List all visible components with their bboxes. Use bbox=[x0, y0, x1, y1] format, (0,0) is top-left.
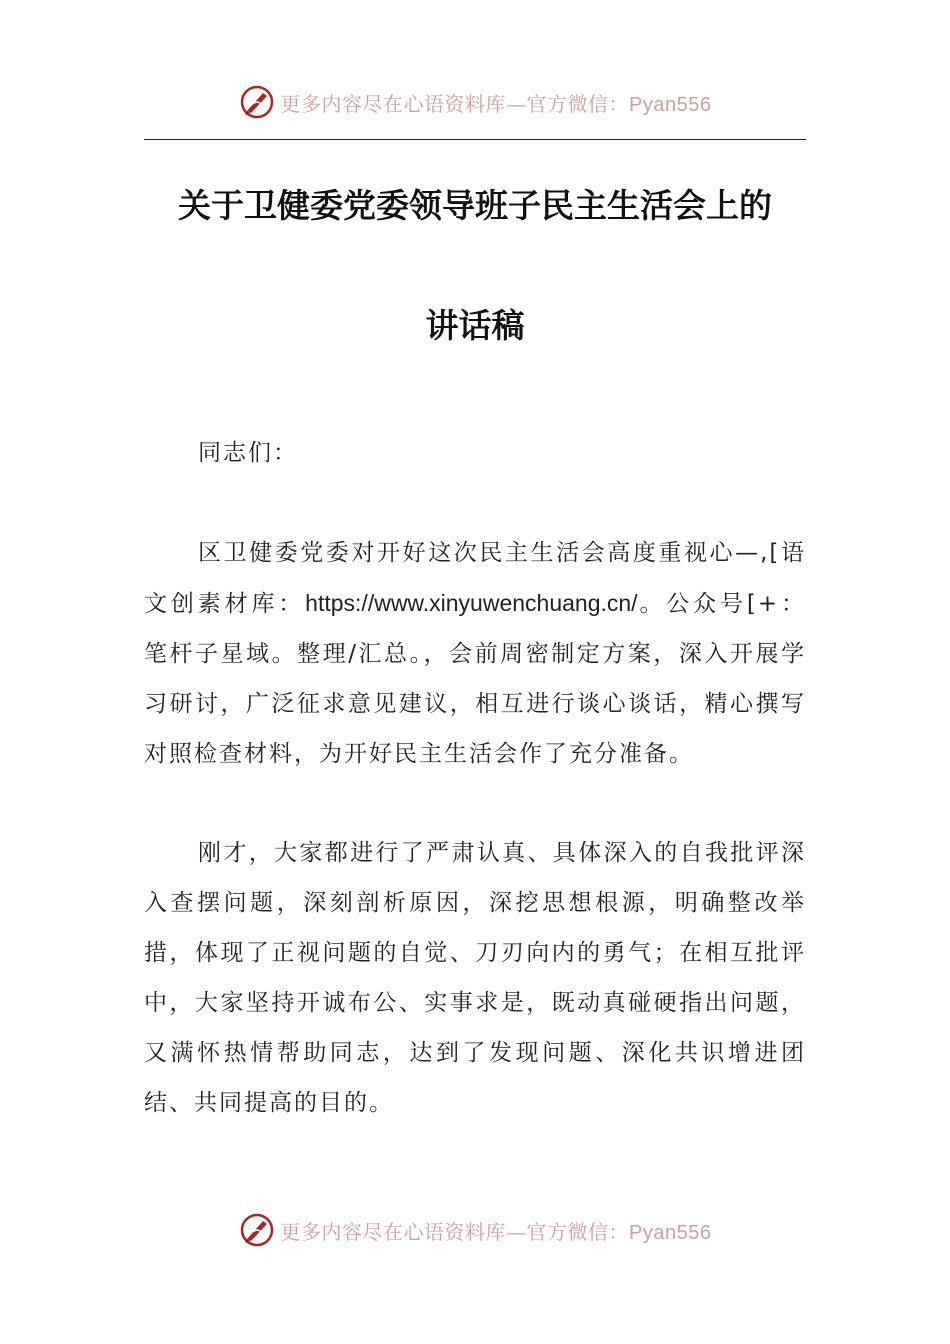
document-title-line2: 讲话稿 bbox=[425, 306, 525, 345]
paragraph-1-start: 区卫健委党委对开好这次民主生活会高度重视心—,[语文创素材库： bbox=[144, 540, 806, 617]
document-title-line1: 关于卫健委党委领导班子民主生活会上的 bbox=[178, 186, 772, 225]
pen-logo-icon bbox=[239, 1212, 275, 1248]
header-banner bbox=[0, 82, 950, 122]
footer-brand-text: 更多内容尽在心语资料库—官方微信： bbox=[280, 1219, 630, 1244]
footer-banner bbox=[0, 1210, 950, 1250]
header-banner-text bbox=[281, 88, 712, 117]
header-divider bbox=[144, 139, 806, 140]
paragraph-1 bbox=[144, 528, 806, 779]
pen-logo-icon bbox=[239, 84, 275, 120]
greeting: 同志们： bbox=[198, 440, 298, 466]
footer-wechat-id: Pyan556 bbox=[629, 1221, 712, 1244]
header-brand-text: 更多内容尽在心语资料库—官方微信： bbox=[280, 91, 630, 116]
header-wechat-id: Pyan556 bbox=[629, 93, 712, 116]
paragraph-1-end: 。公众号[+：笔杆子星域。整理/汇总。，会前周密制定方案，深入开展学习研讨，广泛征求意见建议，相互进行谈心谈话，精心撰写对照检查材料，为开好民主生活会作了充分准备。 bbox=[144, 591, 806, 767]
paragraph-1-link[interactable]: https://www.xinyuwenchuang.cn/ bbox=[305, 590, 638, 616]
paragraph-2: 刚才，大家都进行了严肃认真、具体深入的自我批评深入查摆问题，深刻剖析原因，深挖思想根源，明确整改举措，体现了正视问题的自觉、刀刃向内的勇气；在相互批评中，大家坚持开诚布公、实事求是，既动真碰硬指出问题，又满怀热情帮助同志，达到了发现问题、深化共识增进团结、共同提高的目的。 bbox=[144, 840, 806, 1116]
footer-banner-text bbox=[281, 1216, 712, 1245]
